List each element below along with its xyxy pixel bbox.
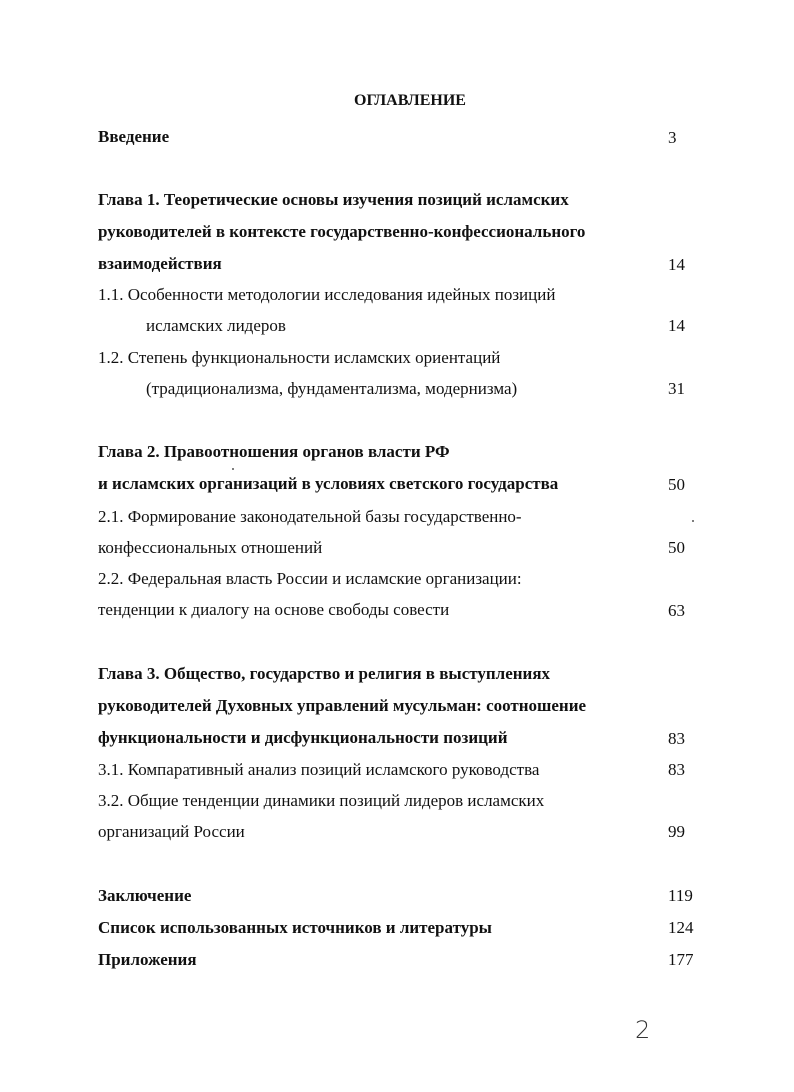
chapter2-title-line1: Глава 2. Правоотношения органов власти РФ [98, 442, 450, 461]
toc-conclusion-page: 119 [668, 886, 693, 905]
scan-speck [692, 520, 694, 522]
chapter1-title-line2: руководителей в контексте государственно-конфессионального [98, 222, 586, 241]
toc-conclusion-label: Заключение [98, 886, 192, 905]
section-3-1-page: 83 [668, 760, 685, 779]
chapter1-title-line3: взаимодействия [98, 254, 222, 273]
section-1-2-line1: 1.2. Степень функциональности исламских ориентаций [98, 348, 501, 367]
toc-appendix-page: 177 [668, 950, 694, 969]
chapter3-title-line2: руководителей Духовных управлений мусульман: соотношение [98, 696, 587, 715]
section-1-1-line1: 1.1. Особенности методологии исследования идейных позиций [98, 285, 556, 304]
toc-intro-page: 3 [668, 128, 677, 147]
section-2-2-line2: тенденции к диалогу на основе свободы совести [98, 600, 450, 619]
chapter3-title-line1: Глава 3. Общество, государство и религия в выступлениях [98, 664, 551, 683]
section-2-1-page: 50 [668, 538, 685, 557]
scan-speck [232, 468, 234, 470]
section-3-2-line1: 3.2. Общие тенденции динамики позиций лидеров исламских [98, 791, 545, 810]
section-3-2-line2: организаций России [98, 822, 245, 841]
page-number: 2 [635, 1016, 651, 1044]
section-3-2-page: 99 [668, 822, 685, 841]
toc-appendix-label: Приложения [98, 950, 197, 969]
toc-sources-page: 124 [668, 918, 694, 937]
chapter3-page: 83 [668, 729, 685, 748]
section-2-1-line1: 2.1. Формирование законодательной базы государственно- [98, 507, 522, 526]
section-2-2-page: 63 [668, 601, 685, 620]
chapter2-page: 50 [668, 475, 685, 494]
chapter2-title-line2: и исламских организаций в условиях светского государства [98, 474, 559, 493]
section-2-1-line2: конфессиональных отношений [98, 538, 323, 557]
section-1-1-page: 14 [668, 316, 685, 335]
chapter1-page: 14 [668, 255, 685, 274]
toc-sources-label: Список использованных источников и литературы [98, 918, 492, 937]
chapter1-title-line1: Глава 1. Теоретические основы изучения позиций исламских [98, 190, 569, 209]
section-3-1-line1: 3.1. Компаративный анализ позиций исламского руководства [98, 760, 540, 779]
section-2-2-line1: 2.2. Федеральная власть России и исламские организации: [98, 569, 522, 588]
toc-title: ОГЛАВЛЕНИЕ [354, 92, 466, 109]
section-1-1-line2: исламских лидеров [146, 316, 286, 335]
toc-intro-label: Введение [98, 127, 170, 146]
section-1-2-line2: (традиционализма, фундаментализма, модернизма) [146, 379, 518, 398]
section-1-2-page: 31 [668, 379, 685, 398]
chapter3-title-line3: функциональности и дисфункциональности позиций [98, 728, 508, 747]
